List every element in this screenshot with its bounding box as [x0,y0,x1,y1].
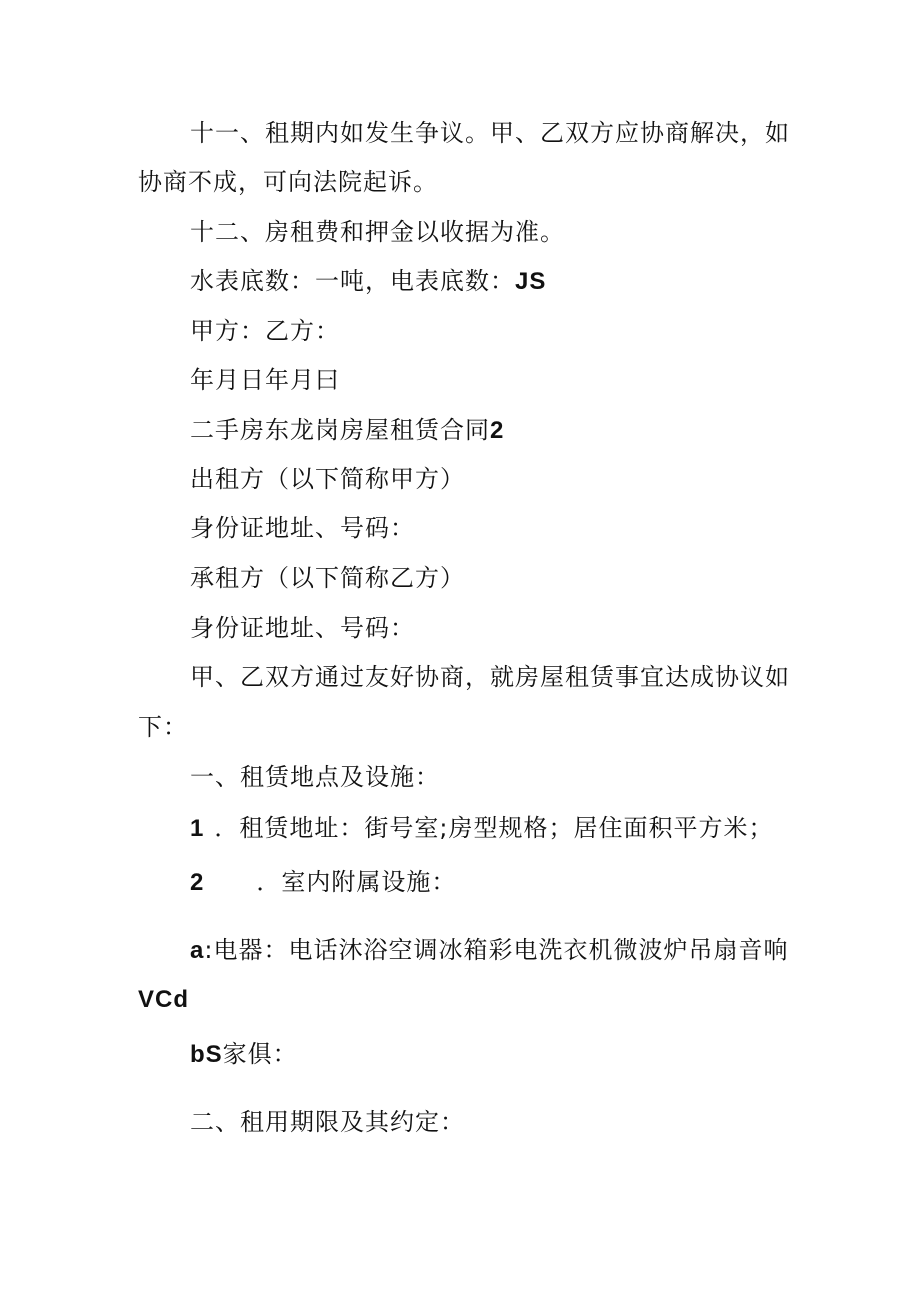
meter-readings [190,266,546,297]
contract-title [190,415,504,446]
lessor-label: 出租方（以下简称甲方） [190,465,465,493]
item-2-facilities [190,867,456,898]
lessee-label: 承租方（以下简称乙方） [190,564,465,592]
section-1-heading: 一、租赁地点及设施： [190,763,440,791]
agreement-intro-line-1: 甲、乙双方通过友好协商，就房屋租赁事宜达成协议如 [190,663,790,691]
lessor-id-address: 身份证地址、号码： [190,514,415,542]
furniture-line [190,1039,298,1070]
furniture-text: 家俱： [222,1040,298,1068]
clause-12: 十二、房租费和押金以收据为准。 [190,218,565,246]
section-2-heading: 二、租用期限及其约定： [190,1108,465,1136]
item-1-number: 1 [190,815,205,842]
clause-11-line-1: 十一、租期内如发生争议。甲、乙双方应协商解决，如 [190,119,790,147]
agreement-intro-line-2: 下： [138,713,188,741]
item-2-number: 2 [190,869,205,896]
furniture-marker: bS [190,1041,223,1068]
contract-title-text: 二手房东龙岗房屋租赁合同 [190,416,490,444]
signature-dates: 年月日年月曰 [190,366,340,394]
contract-title-number: 2 [490,417,505,444]
clause-11-line-2: 协商不成，可向法院起诉。 [138,168,438,196]
appliances-line [190,935,788,966]
appliances-continuation: VCd [138,986,189,1013]
item-1-text: ．租赁地址：街号室;房型规格；居住面积平方米； [214,814,774,842]
meter-readings-value: JS [515,268,547,295]
signature-parties: 甲方：乙方： [190,317,340,345]
lessee-id-address: 身份证地址、号码： [190,614,415,642]
meter-readings-label: 水表底数：一吨，电表底数： [190,267,515,295]
appliances-text: :电器：电话沐浴空调冰箱彩电洗衣机微波炉吊扇音响 [204,936,789,964]
appliances-marker: a [190,937,205,964]
item-1-address [190,813,773,844]
item-2-text: ．室内附属设施： [256,868,457,896]
